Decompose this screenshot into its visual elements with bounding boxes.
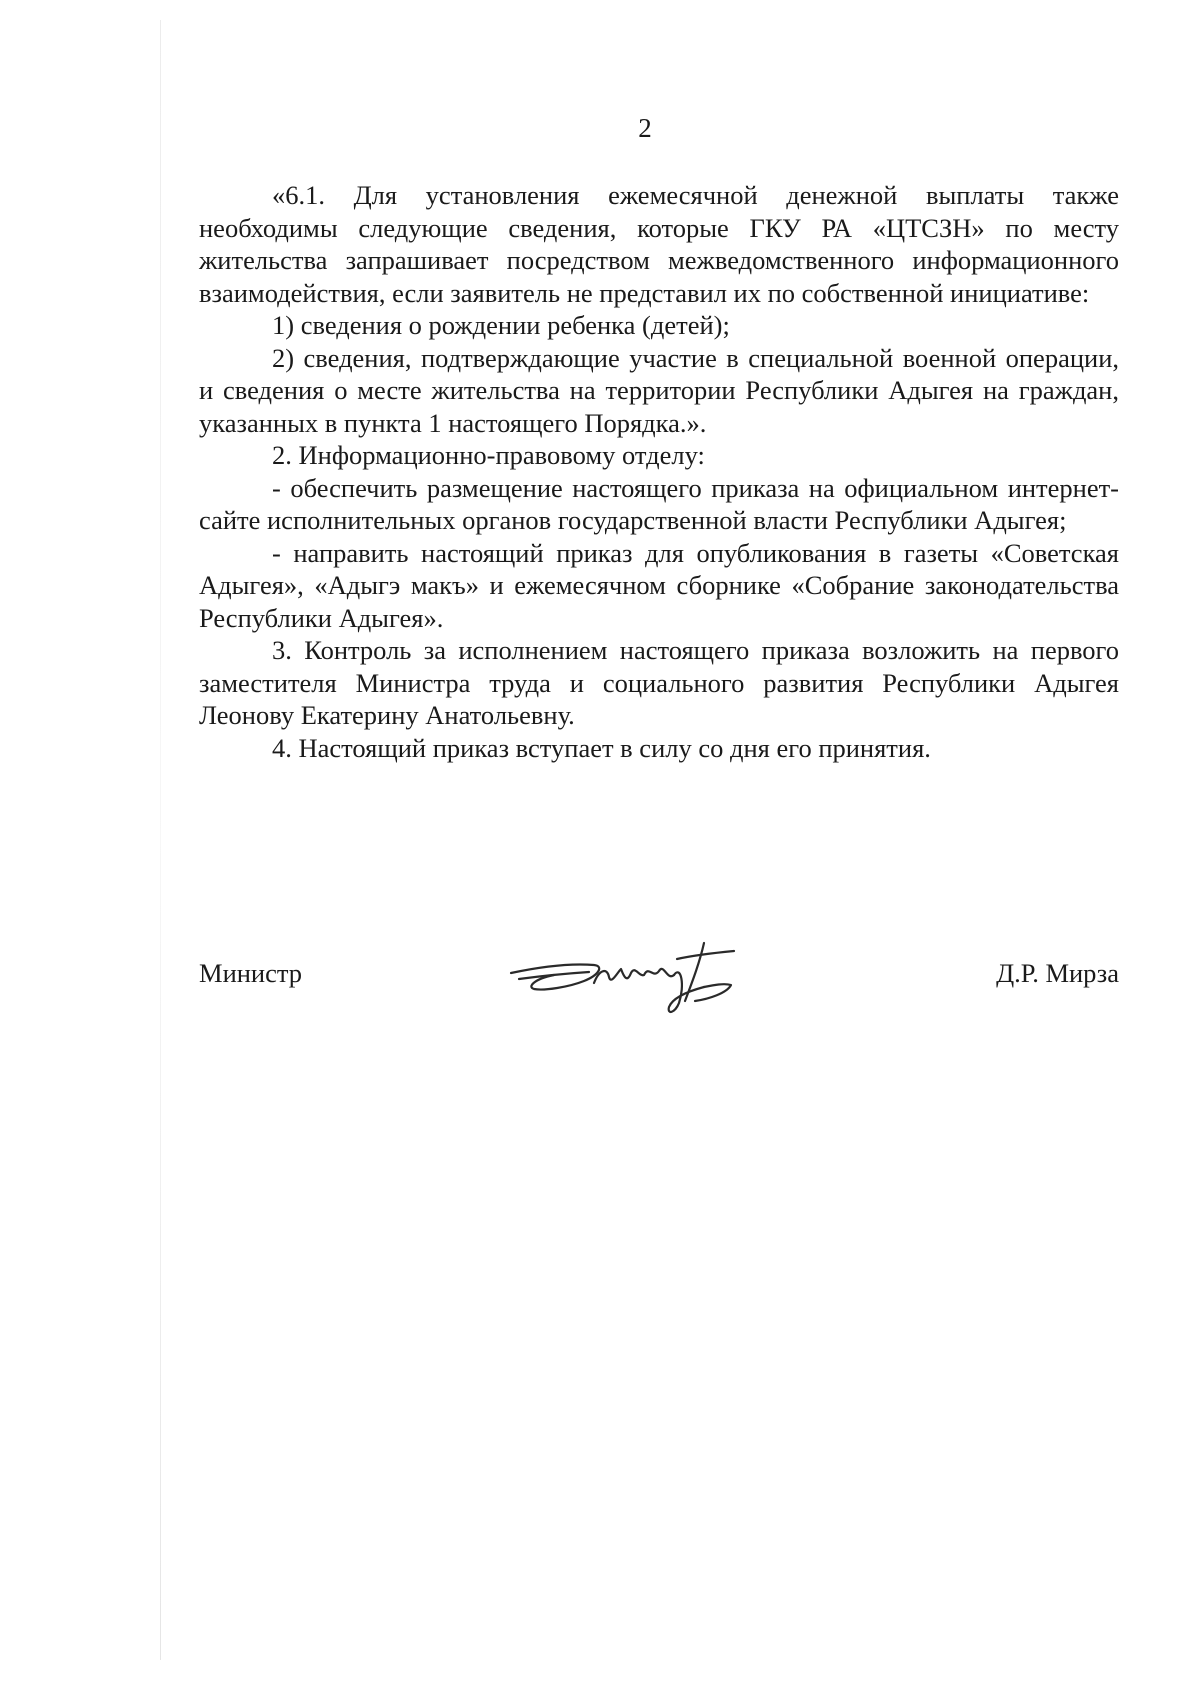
page-number: 2	[638, 113, 652, 143]
paragraph-point-2: 2. Информационно-правовому отделу:	[272, 440, 705, 470]
paragraph-item-1: 1) сведения о рождении ребенка (детей);	[272, 310, 730, 340]
paragraph-publish-site: - обеспечить размещение настоящего приказа на официальном интернет-сайте исполнительных органов государственной власти Республики Адыгея;	[199, 472, 1119, 535]
scan-edge-artifact	[160, 20, 161, 1660]
handwritten-signature-icon	[499, 915, 769, 1025]
paragraph-6-1: «6.1. Для установления ежемесячной денежной выплаты также необходимы следующие сведения, которые ГКУ РА «ЦТСЗН» по месту жительства запрашивает посредством межведомственного информационного взаимодействия, если заявитель не представил их по собственной инициативе:	[199, 180, 1119, 308]
signatory-name: Д.Р. Мирза	[996, 958, 1119, 988]
signatory-position: Министр	[199, 958, 303, 988]
paragraph-item-2: 2) сведения, подтверждающие участие в специальной военной операции, и сведения о месте жительства на территории Республики Адыгея на граждан, указанных в пункта 1 настоящего Порядка.».	[199, 342, 1119, 438]
signature-block	[199, 955, 1119, 1075]
paragraph-point-3: 3. Контроль за исполнением настоящего приказа возложить на первого заместителя Министра труда и социального развития Республики Адыгея Леонову Екатерину Анатольевну.	[199, 635, 1119, 730]
paragraph-publish-newspapers: - направить настоящий приказ для опубликования в газеты «Советская Адыгея», «Адыгэ макъ» и ежемесячном сборнике «Собрание законодательства Республики Адыгея».	[199, 537, 1119, 633]
paragraph-point-4: 4. Настоящий приказ вступает в силу со дня его принятия.	[272, 732, 931, 763]
document-body	[199, 179, 1119, 764]
